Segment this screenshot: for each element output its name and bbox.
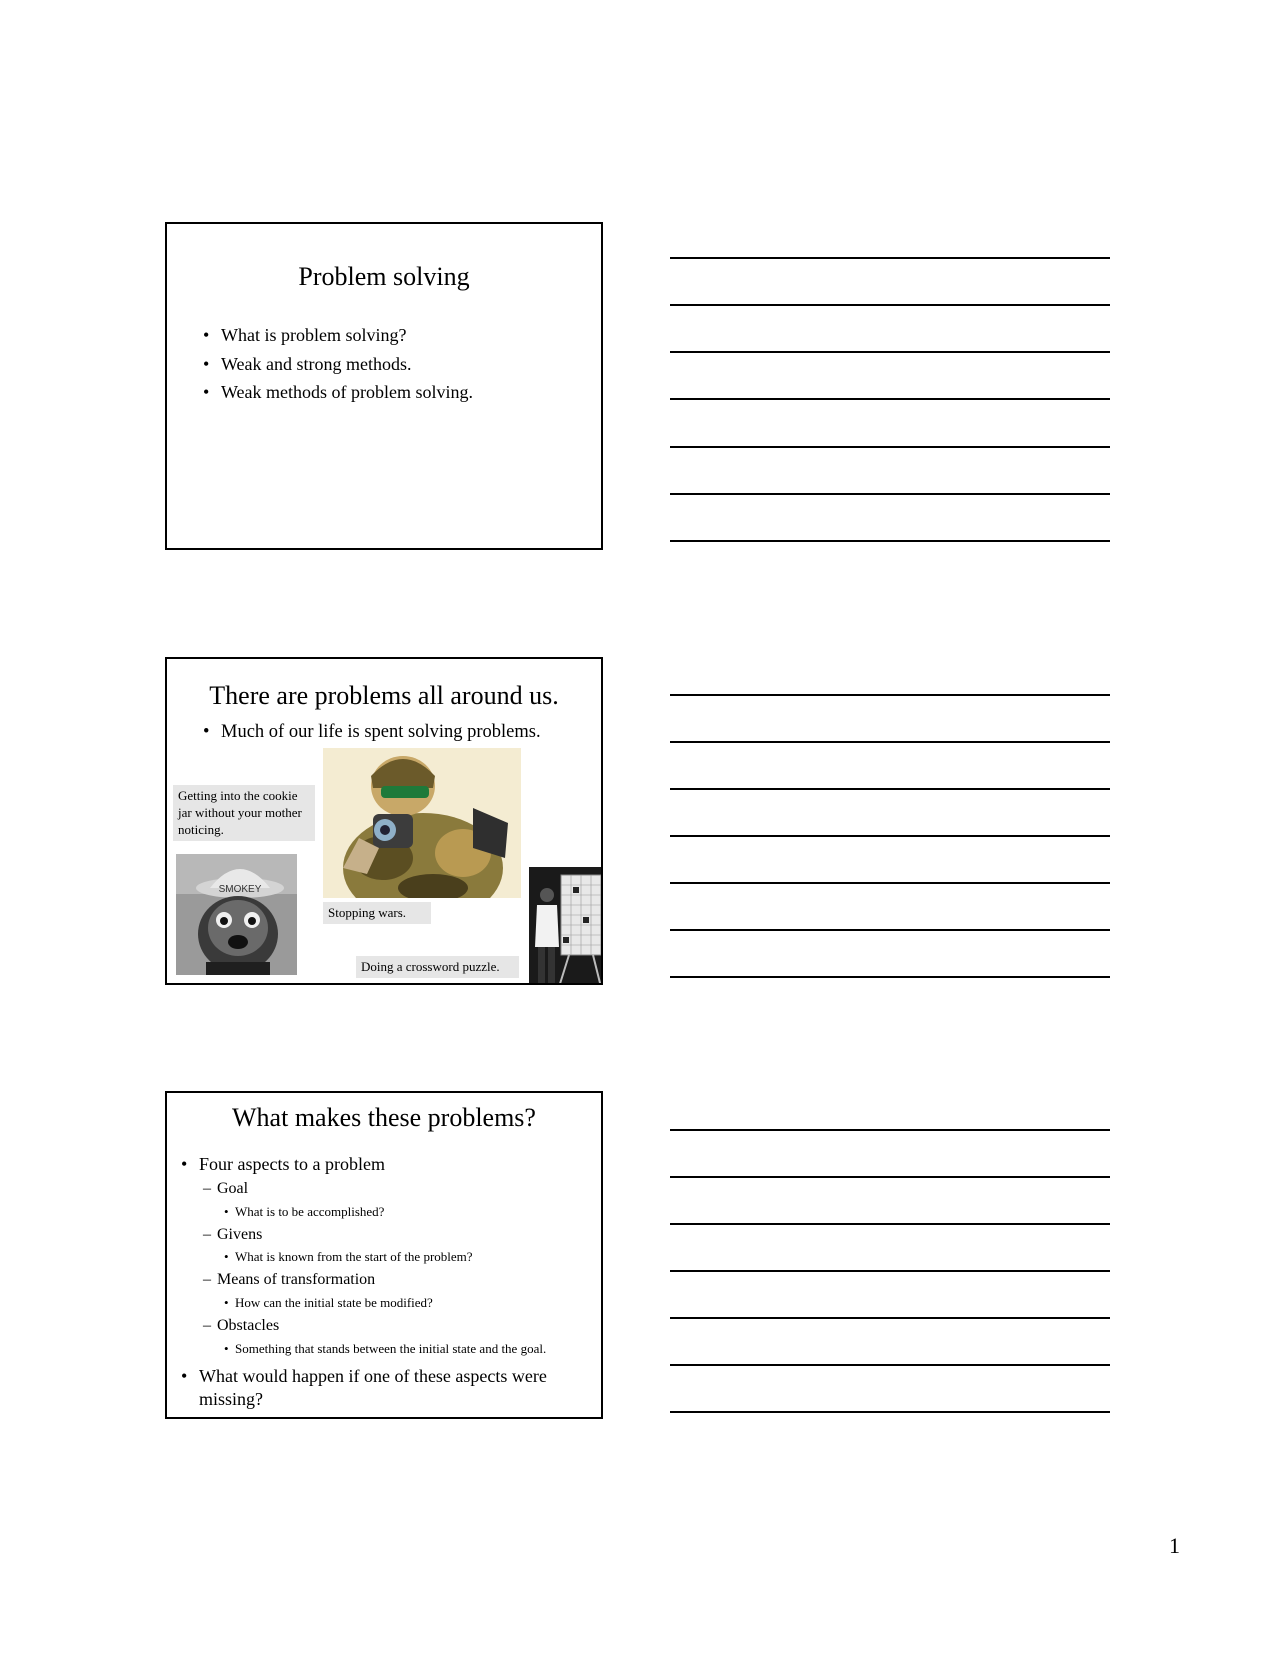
aspect-detail: • What is known from the start of the problem? [224, 1249, 473, 1265]
bullet-list [203, 321, 473, 407]
note-line [670, 493, 1110, 495]
cookie-jar-photo [176, 854, 297, 975]
page-number: 1 [1169, 1533, 1180, 1558]
note-line [670, 1176, 1110, 1178]
bullet-item: • What would happen if one of these aspects were missing? [181, 1365, 584, 1411]
caption-cookie-jar: Getting into the cookie jar without your mother noticing. [173, 785, 315, 841]
aspect-detail: • Something that stands between the initial state and the goal. [224, 1341, 546, 1357]
bullet-item: • What is problem solving? [203, 321, 473, 350]
jar-label: SMOKEY [218, 884, 262, 895]
note-line [670, 1129, 1110, 1131]
note-line [670, 1317, 1110, 1319]
soldier-photo [323, 748, 521, 898]
bullet-item: • Weak and strong methods. [203, 350, 473, 379]
aspect-item: – Goal [203, 1180, 248, 1198]
note-line [670, 882, 1110, 884]
note-line [670, 257, 1110, 259]
note-line [670, 1364, 1110, 1366]
note-line [670, 540, 1110, 542]
caption-crossword: Doing a crossword puzzle. [356, 956, 519, 978]
aspect-item: – Means of transformation [203, 1271, 375, 1289]
aspect-item: – Obstacles [203, 1317, 279, 1335]
slide-3 [165, 1091, 603, 1419]
bullet-list [203, 722, 541, 743]
aspect-item: – Givens [203, 1226, 262, 1244]
slide-title: What makes these problems? [232, 1103, 536, 1132]
note-line [670, 446, 1110, 448]
slide-title: Problem solving [298, 262, 470, 291]
note-line [670, 929, 1110, 931]
note-line [670, 741, 1110, 743]
bullet-item: • Weak methods of problem solving. [203, 378, 473, 407]
note-line [670, 694, 1110, 696]
caption-stopping-wars: Stopping wars. [323, 902, 431, 924]
aspect-detail: • How can the initial state be modified? [224, 1295, 433, 1311]
note-line [670, 835, 1110, 837]
slide-1 [165, 222, 603, 550]
bullet-item: • Much of our life is spent solving problems. [203, 722, 541, 743]
note-line [670, 1223, 1110, 1225]
bullet-item: • Four aspects to a problem [181, 1153, 385, 1176]
slide-title: There are problems all around us. [209, 681, 559, 710]
note-line [670, 351, 1110, 353]
crossword-photo [529, 867, 603, 985]
note-line [670, 304, 1110, 306]
note-line [670, 1270, 1110, 1272]
note-line [670, 788, 1110, 790]
note-line [670, 398, 1110, 400]
note-line [670, 976, 1110, 978]
slide-2 [165, 657, 603, 985]
aspect-detail: • What is to be accomplished? [224, 1204, 384, 1220]
note-line [670, 1411, 1110, 1413]
